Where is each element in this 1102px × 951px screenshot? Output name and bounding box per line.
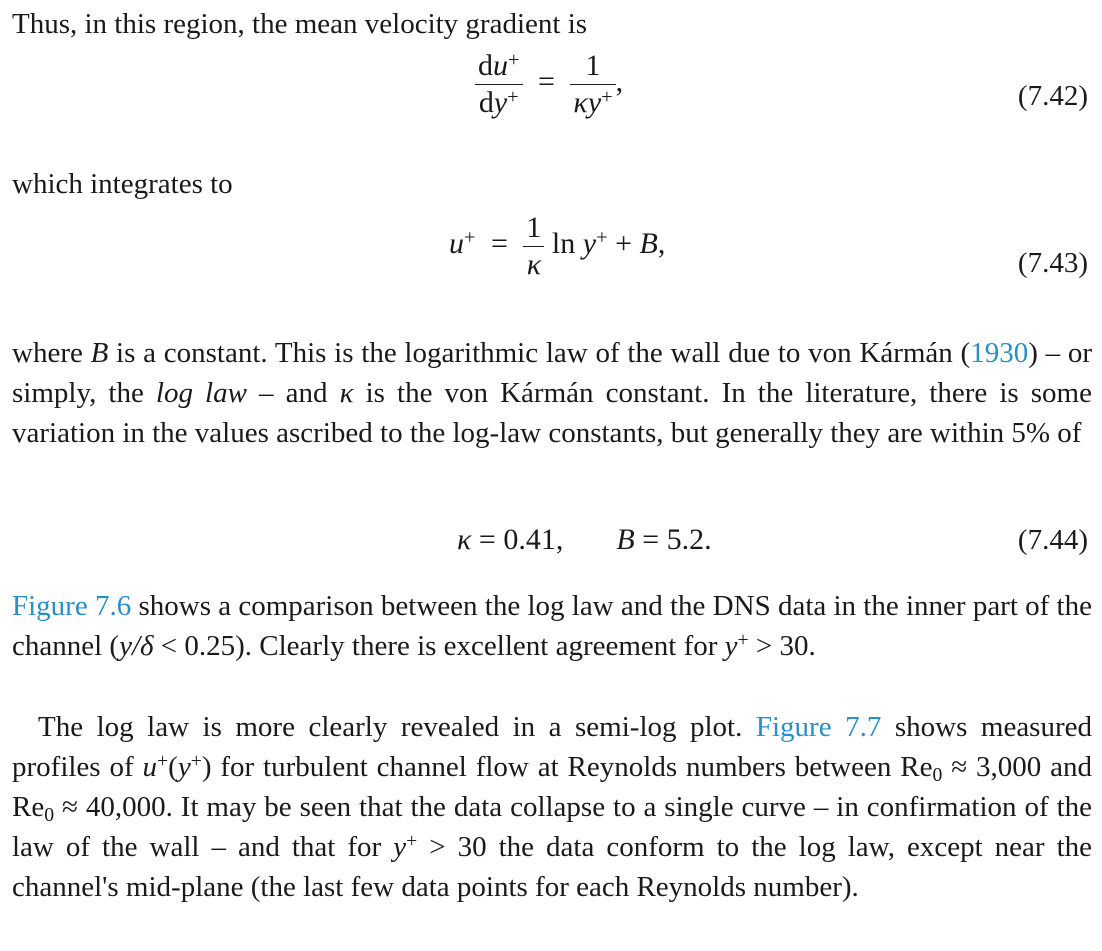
figure-7-6-paragraph: Figure 7.6 shows a comparison between the log law and the DNS data in the inner part of the channel (y/δ < 0.25). Clearly there is excellent agreement for y+ > 30. (12, 590, 1092, 662)
figure-7-7-link[interactable]: Figure 7.7 (755, 711, 882, 743)
intro-text: Thus, in this region, the mean velocity gradient is (12, 8, 588, 40)
figure-7-6-link[interactable]: Figure 7.6 (12, 590, 132, 622)
loglaw-paragraph: where B is a constant. This is the logarithmic law of the wall due to von Kármán (1930) – or simply, the log law – and κ is the von Kármán constant. In the literature, there is some variation in the values ascribed to the log-law constants, but generally they are within 5% of (12, 337, 1092, 449)
eq742-rhs-fraction: $\frac{1}{\kappa y^+}$ (570, 50, 615, 118)
equation-7-42: $\frac{du^+}{dy^+}$ = $\frac{1}{\kappa y^+}$ , (475, 50, 623, 118)
integrates-text: which integrates to (12, 168, 233, 200)
eq744-number: (7.44) (1017, 524, 1088, 556)
equation-7-44: κ = 0.41, B = 5.2. (457, 523, 712, 556)
eq742-equals: = (538, 64, 555, 98)
eq742-lhs-fraction: $\frac{du^+}{dy^+}$ (475, 50, 523, 118)
eq743-fraction: $\frac{1}{\kappa}$ (523, 212, 544, 280)
integrates-paragraph (12, 164, 1092, 204)
intro-paragraph (12, 4, 1092, 44)
citation-1930-link[interactable]: 1930 (970, 337, 1029, 369)
eq742-number: (7.42) (1017, 80, 1088, 112)
eq743-number: (7.43) (1017, 247, 1088, 279)
equation-7-43: u+ = $\frac{1}{\kappa}$ ln y+ + B, (449, 211, 666, 281)
semilog-paragraph: The log law is more clearly revealed in a semi-log plot. Figure 7.7 shows measured profiles of u+(y+) for turbulent channel flow at Reynolds numbers between $Re_0 \approx 3,000$ and $Re_0 \approx 40,000$. It may be seen that the data collapse to a single curve – in confirmation of the law of the wall – and that for y+ > 30 the data conform to the log law, except near the channel's mid-plane (the last few data points for each Reynolds number). (12, 711, 1093, 903)
